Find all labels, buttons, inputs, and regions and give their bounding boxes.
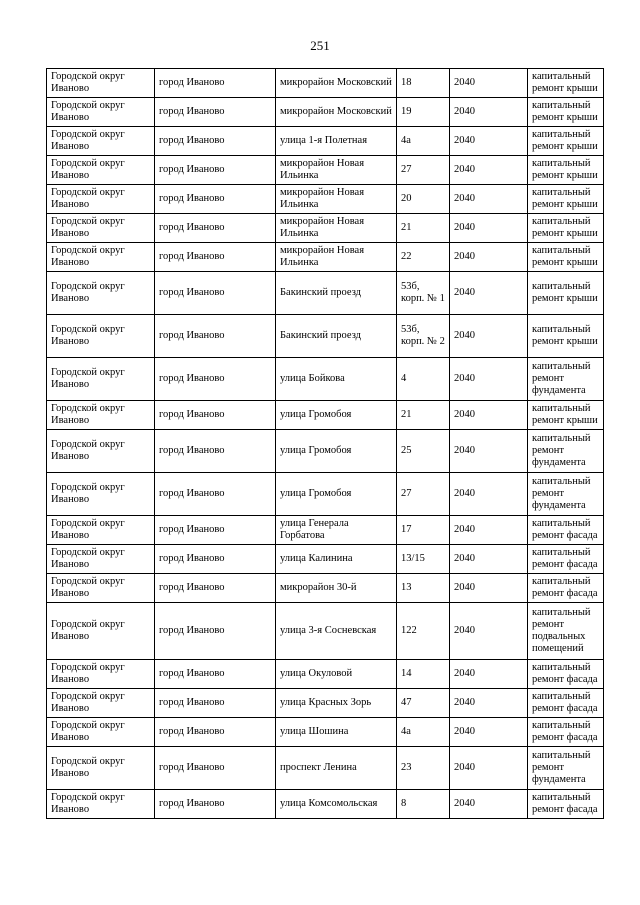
work-type-cell: капитальный ремонт крыши: [528, 69, 604, 98]
house-cell: 18: [397, 69, 450, 98]
settlement-cell: город Иваново: [155, 272, 276, 315]
street-cell: микрорайон Новая Ильинка: [276, 214, 397, 243]
municipality-cell: Городской округ Иваново: [47, 574, 155, 603]
table-row: [47, 272, 604, 315]
table-row: [47, 98, 604, 127]
municipality-cell: Городской округ Иваново: [47, 790, 155, 819]
settlement-cell: город Иваново: [155, 430, 276, 473]
house-cell: 27: [397, 156, 450, 185]
year-cell: 2040: [450, 660, 528, 689]
year-cell: 2040: [450, 156, 528, 185]
municipality-cell: Городской округ Иваново: [47, 401, 155, 430]
work-type-cell: капитальный ремонт фасада: [528, 516, 604, 545]
house-cell: 20: [397, 185, 450, 214]
work-type-cell: капитальный ремонт крыши: [528, 185, 604, 214]
house-cell: 17: [397, 516, 450, 545]
municipality-cell: Городской округ Иваново: [47, 747, 155, 790]
municipality-cell: Городской округ Иваново: [47, 214, 155, 243]
municipality-cell: Городской округ Иваново: [47, 430, 155, 473]
year-cell: 2040: [450, 401, 528, 430]
street-cell: микрорайон Новая Ильинка: [276, 156, 397, 185]
year-cell: 2040: [450, 689, 528, 718]
house-cell: 122: [397, 603, 450, 660]
house-cell: 4: [397, 358, 450, 401]
table-row: [47, 185, 604, 214]
table-row: [47, 315, 604, 358]
street-cell: улица Громобоя: [276, 473, 397, 516]
work-type-cell: капитальный ремонт крыши: [528, 98, 604, 127]
year-cell: 2040: [450, 358, 528, 401]
municipality-cell: Городской округ Иваново: [47, 545, 155, 574]
municipality-cell: Городской округ Иваново: [47, 718, 155, 747]
street-cell: Бакинский проезд: [276, 272, 397, 315]
settlement-cell: город Иваново: [155, 401, 276, 430]
repair-schedule-table: [46, 68, 604, 819]
year-cell: 2040: [450, 747, 528, 790]
year-cell: 2040: [450, 185, 528, 214]
work-type-cell: капитальный ремонт фундамента: [528, 747, 604, 790]
year-cell: 2040: [450, 574, 528, 603]
street-cell: улица 1-я Полетная: [276, 127, 397, 156]
settlement-cell: город Иваново: [155, 127, 276, 156]
table-row: [47, 718, 604, 747]
year-cell: 2040: [450, 272, 528, 315]
municipality-cell: Городской округ Иваново: [47, 473, 155, 516]
page-number: 251: [310, 38, 330, 53]
settlement-cell: город Иваново: [155, 473, 276, 516]
table-row: [47, 660, 604, 689]
house-cell: 22: [397, 243, 450, 272]
year-cell: 2040: [450, 545, 528, 574]
house-cell: 23: [397, 747, 450, 790]
municipality-cell: Городской округ Иваново: [47, 98, 155, 127]
work-type-cell: капитальный ремонт крыши: [528, 272, 604, 315]
settlement-cell: город Иваново: [155, 358, 276, 401]
street-cell: улица Красных Зорь: [276, 689, 397, 718]
street-cell: улица 3-я Сосневская: [276, 603, 397, 660]
municipality-cell: Городской округ Иваново: [47, 243, 155, 272]
year-cell: 2040: [450, 214, 528, 243]
work-type-cell: капитальный ремонт фасада: [528, 660, 604, 689]
house-cell: 21: [397, 401, 450, 430]
settlement-cell: город Иваново: [155, 545, 276, 574]
work-type-cell: капитальный ремонт крыши: [528, 315, 604, 358]
municipality-cell: Городской округ Иваново: [47, 69, 155, 98]
settlement-cell: город Иваново: [155, 718, 276, 747]
house-cell: 4а: [397, 718, 450, 747]
work-type-cell: капитальный ремонт крыши: [528, 401, 604, 430]
year-cell: 2040: [450, 718, 528, 747]
table-row: [47, 473, 604, 516]
work-type-cell: капитальный ремонт крыши: [528, 127, 604, 156]
table-row: [47, 689, 604, 718]
municipality-cell: Городской округ Иваново: [47, 272, 155, 315]
work-type-cell: капитальный ремонт фасада: [528, 790, 604, 819]
year-cell: 2040: [450, 473, 528, 516]
settlement-cell: город Иваново: [155, 790, 276, 819]
house-cell: 8: [397, 790, 450, 819]
street-cell: улица Бойкова: [276, 358, 397, 401]
municipality-cell: Городской округ Иваново: [47, 603, 155, 660]
work-type-cell: капитальный ремонт крыши: [528, 214, 604, 243]
table-body: [47, 69, 604, 819]
year-cell: 2040: [450, 98, 528, 127]
table-row: [47, 243, 604, 272]
municipality-cell: Городской округ Иваново: [47, 689, 155, 718]
street-cell: улица Комсомольская: [276, 790, 397, 819]
year-cell: 2040: [450, 243, 528, 272]
street-cell: проспект Ленина: [276, 747, 397, 790]
street-cell: микрорайон Московский: [276, 69, 397, 98]
table-row: [47, 214, 604, 243]
street-cell: микрорайон 30-й: [276, 574, 397, 603]
work-type-cell: капитальный ремонт крыши: [528, 243, 604, 272]
settlement-cell: город Иваново: [155, 574, 276, 603]
municipality-cell: Городской округ Иваново: [47, 660, 155, 689]
work-type-cell: капитальный ремонт фасада: [528, 718, 604, 747]
house-cell: 13: [397, 574, 450, 603]
street-cell: улица Окуловой: [276, 660, 397, 689]
settlement-cell: город Иваново: [155, 603, 276, 660]
municipality-cell: Городской округ Иваново: [47, 358, 155, 401]
street-cell: улица Шошина: [276, 718, 397, 747]
street-cell: микрорайон Московский: [276, 98, 397, 127]
table-row: [47, 430, 604, 473]
settlement-cell: город Иваново: [155, 185, 276, 214]
table-row: [47, 747, 604, 790]
house-cell: 19: [397, 98, 450, 127]
table-row: [47, 545, 604, 574]
house-cell: 4а: [397, 127, 450, 156]
table-row: [47, 516, 604, 545]
municipality-cell: Городской округ Иваново: [47, 156, 155, 185]
municipality-cell: Городской округ Иваново: [47, 127, 155, 156]
year-cell: 2040: [450, 69, 528, 98]
house-cell: 25: [397, 430, 450, 473]
year-cell: 2040: [450, 315, 528, 358]
street-cell: Бакинский проезд: [276, 315, 397, 358]
street-cell: улица Громобоя: [276, 401, 397, 430]
house-cell: 47: [397, 689, 450, 718]
table-row: [47, 127, 604, 156]
table-row: [47, 401, 604, 430]
work-type-cell: капитальный ремонт крыши: [528, 156, 604, 185]
settlement-cell: город Иваново: [155, 243, 276, 272]
house-cell: 53б, корп. № 2: [397, 315, 450, 358]
table-row: [47, 69, 604, 98]
table-row: [47, 790, 604, 819]
house-cell: 13/15: [397, 545, 450, 574]
settlement-cell: город Иваново: [155, 315, 276, 358]
settlement-cell: город Иваново: [155, 660, 276, 689]
settlement-cell: город Иваново: [155, 689, 276, 718]
municipality-cell: Городской округ Иваново: [47, 516, 155, 545]
settlement-cell: город Иваново: [155, 69, 276, 98]
street-cell: улица Генерала Горбатова: [276, 516, 397, 545]
settlement-cell: город Иваново: [155, 156, 276, 185]
settlement-cell: город Иваново: [155, 516, 276, 545]
street-cell: улица Громобоя: [276, 430, 397, 473]
work-type-cell: капитальный ремонт фундамента: [528, 358, 604, 401]
work-type-cell: капитальный ремонт фундамента: [528, 430, 604, 473]
year-cell: 2040: [450, 516, 528, 545]
work-type-cell: капитальный ремонт фасада: [528, 545, 604, 574]
year-cell: 2040: [450, 127, 528, 156]
table-row: [47, 574, 604, 603]
house-cell: 53б, корп. № 1: [397, 272, 450, 315]
table-row: [47, 358, 604, 401]
street-cell: микрорайон Новая Ильинка: [276, 185, 397, 214]
municipality-cell: Городской округ Иваново: [47, 315, 155, 358]
work-type-cell: капитальный ремонт фундамента: [528, 473, 604, 516]
work-type-cell: капитальный ремонт подвальных помещений: [528, 603, 604, 660]
house-cell: 21: [397, 214, 450, 243]
settlement-cell: город Иваново: [155, 747, 276, 790]
house-cell: 27: [397, 473, 450, 516]
table-row: [47, 156, 604, 185]
work-type-cell: капитальный ремонт фасада: [528, 689, 604, 718]
street-cell: микрорайон Новая Ильинка: [276, 243, 397, 272]
year-cell: 2040: [450, 603, 528, 660]
settlement-cell: город Иваново: [155, 98, 276, 127]
settlement-cell: город Иваново: [155, 214, 276, 243]
table-row: [47, 603, 604, 660]
street-cell: улица Калинина: [276, 545, 397, 574]
house-cell: 14: [397, 660, 450, 689]
municipality-cell: Городской округ Иваново: [47, 185, 155, 214]
work-type-cell: капитальный ремонт фасада: [528, 574, 604, 603]
year-cell: 2040: [450, 430, 528, 473]
year-cell: 2040: [450, 790, 528, 819]
